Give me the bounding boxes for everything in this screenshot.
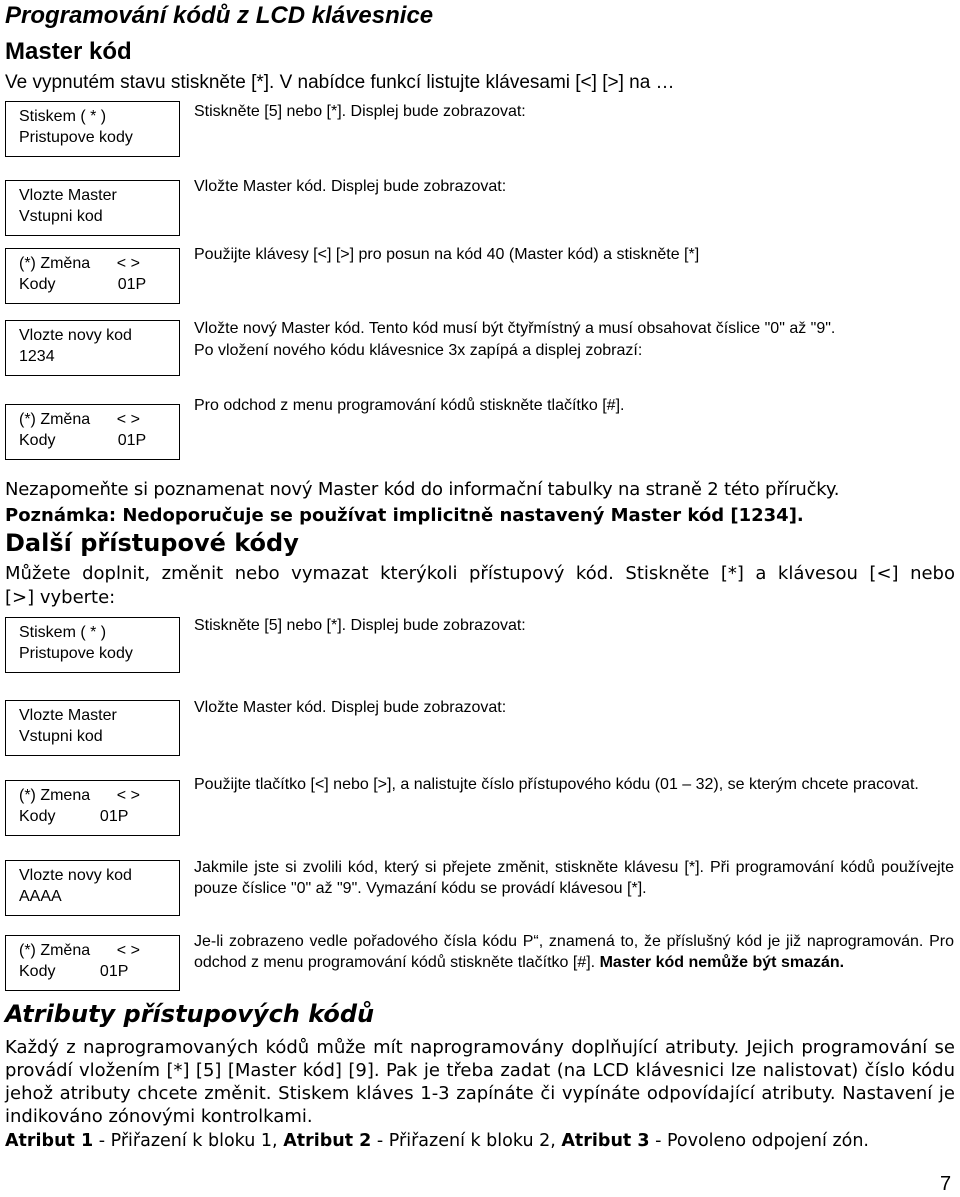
lcd-display-box xyxy=(5,700,180,756)
lcd-line-1: (*) Změna < > xyxy=(19,255,140,272)
page-title: Programování kódů z LCD klávesnice xyxy=(5,2,434,29)
lcd-line-2: 1234 xyxy=(19,348,55,365)
instruction-step: Použijte klávesy [<] [>] pro posun na kód 40 (Master kód) a stiskněte [*] xyxy=(194,246,700,263)
note-text: Poznámka: Nedoporučuje se používat implicitně nastavený Master kód [1234]. xyxy=(5,505,804,526)
lcd-line-2: Kody 01P xyxy=(19,808,129,825)
lcd-display-box xyxy=(5,860,180,916)
instruction-text: Je-li zobrazeno vedle pořadového čísla kódu P“, znamená to, že příslušný kód je již naprogramován. Pro odchod z menu programování kódů stiskněte tlačítko [#]. xyxy=(194,933,954,971)
section-intro: Ve vypnutém stavu stiskněte [*]. V nabídce funkcí listujte klávesami [<] [>] na … xyxy=(5,72,675,93)
lcd-line-1: (*) Změna < > xyxy=(19,942,140,959)
lcd-line-2: Vstupni kod xyxy=(19,728,103,745)
lcd-line-2: Kody 01P xyxy=(19,963,129,980)
lcd-line-2: Kody 01P xyxy=(19,432,147,449)
lcd-line-1: Stiskem ( * ) xyxy=(19,624,107,641)
instruction-step: Vložte Master kód. Displej bude zobrazovat: xyxy=(194,699,507,716)
lcd-line-1: Vlozte Master xyxy=(19,187,117,204)
instruction-step: Stiskněte [5] nebo [*]. Displej bude zobrazovat: xyxy=(194,103,526,120)
lcd-line-1: Stiskem ( * ) xyxy=(19,108,107,125)
attribute-text: - Přiřazení k bloku 2, xyxy=(371,1131,562,1151)
section-heading-other-codes: Další přístupové kódy xyxy=(5,529,299,557)
instruction-step: Pro odchod z menu programování kódů stiskněte tlačítko [#]. xyxy=(194,397,625,414)
section-heading-master-code: Master kód xyxy=(5,38,132,65)
attribute-text: - Přiřazení k bloku 1, xyxy=(93,1131,284,1151)
lcd-line-1: Vlozte novy kod xyxy=(19,327,132,344)
instruction-step: Jakmile jste si zvolili kód, který si přejete změnit, stiskněte klávesu [*]. Při programování kódů používejte pouze číslice "0" až "9". Vymazání kódu se provádí klávesou [*]. xyxy=(194,859,954,897)
lcd-line-1: Vlozte Master xyxy=(19,707,117,724)
lcd-display-box xyxy=(5,404,180,460)
instruction-step: Stiskněte [5] nebo [*]. Displej bude zobrazovat: xyxy=(194,617,526,634)
lcd-line-1: Vlozte novy kod xyxy=(19,867,132,884)
lcd-line-1: (*) Zmena < > xyxy=(19,787,140,804)
page-number: 7 xyxy=(940,1173,952,1195)
lcd-display-box xyxy=(5,180,180,236)
instruction-step xyxy=(194,931,954,973)
attribute-text: - Povoleno odpojení zón. xyxy=(649,1131,869,1151)
instruction-step: Vložte nový Master kód. Tento kód musí být čtyřmístný a musí obsahovat číslice "0" až "9". xyxy=(194,320,836,337)
attribute-label: Atribut 2 xyxy=(283,1131,372,1151)
attributes-paragraph: Každý z naprogramovaných kódů může mít naprogramovány doplňující atributy. Jejich programování se provádí vložením [*] [5] [Master kód] [9]. Pak je třeba zadat (na LCD klávesnici lze nalistovat) číslo kódu jehož atributy chcete změnit. Stiskem kláves 1-3 zapínáte či vypínáte odpovídající atributy. Nastavení je indikováno zónovými kontrolkami. xyxy=(5,1037,955,1127)
lcd-line-2: Vstupni kod xyxy=(19,208,103,225)
instruction-step: Použijte tlačítko [<] nebo [>], a nalistujte číslo přístupového kódu (01 – 32), se kterým chcete pracovat. xyxy=(194,776,919,793)
lcd-display-box xyxy=(5,935,180,991)
lcd-line-1: (*) Změna < > xyxy=(19,411,140,428)
lcd-display-box xyxy=(5,101,180,157)
instruction-warning: Master kód nemůže být smazán. xyxy=(599,954,845,971)
lcd-display-box xyxy=(5,320,180,376)
instruction-step: Vložte Master kód. Displej bude zobrazovat: xyxy=(194,178,507,195)
lcd-display-box xyxy=(5,248,180,304)
lcd-display-box xyxy=(5,780,180,836)
attributes-list xyxy=(5,1130,869,1153)
instruction-step: Po vložení nového kódu klávesnice 3x zapípá a displej zobrazí: xyxy=(194,342,643,359)
section-heading-attributes: Atributy přístupových kódů xyxy=(5,1000,375,1028)
lcd-display-box xyxy=(5,617,180,673)
lcd-line-2: Pristupove kody xyxy=(19,645,133,662)
lcd-line-2: Kody 01P xyxy=(19,276,147,293)
section-intro: Můžete doplnit, změnit nebo vymazat kterýkoli přístupový kód. Stiskněte [*] a klávesou [<] nebo xyxy=(5,563,955,584)
lcd-line-2: AAAA xyxy=(19,888,62,905)
attribute-label: Atribut 3 xyxy=(561,1131,650,1151)
attribute-label: Atribut 1 xyxy=(5,1131,94,1151)
lcd-line-2: Pristupove kody xyxy=(19,129,133,146)
reminder-text: Nezapomeňte si poznamenat nový Master kód do informační tabulky na straně 2 této příručky. xyxy=(5,479,840,500)
section-intro: [>] vyberte: xyxy=(5,587,116,608)
